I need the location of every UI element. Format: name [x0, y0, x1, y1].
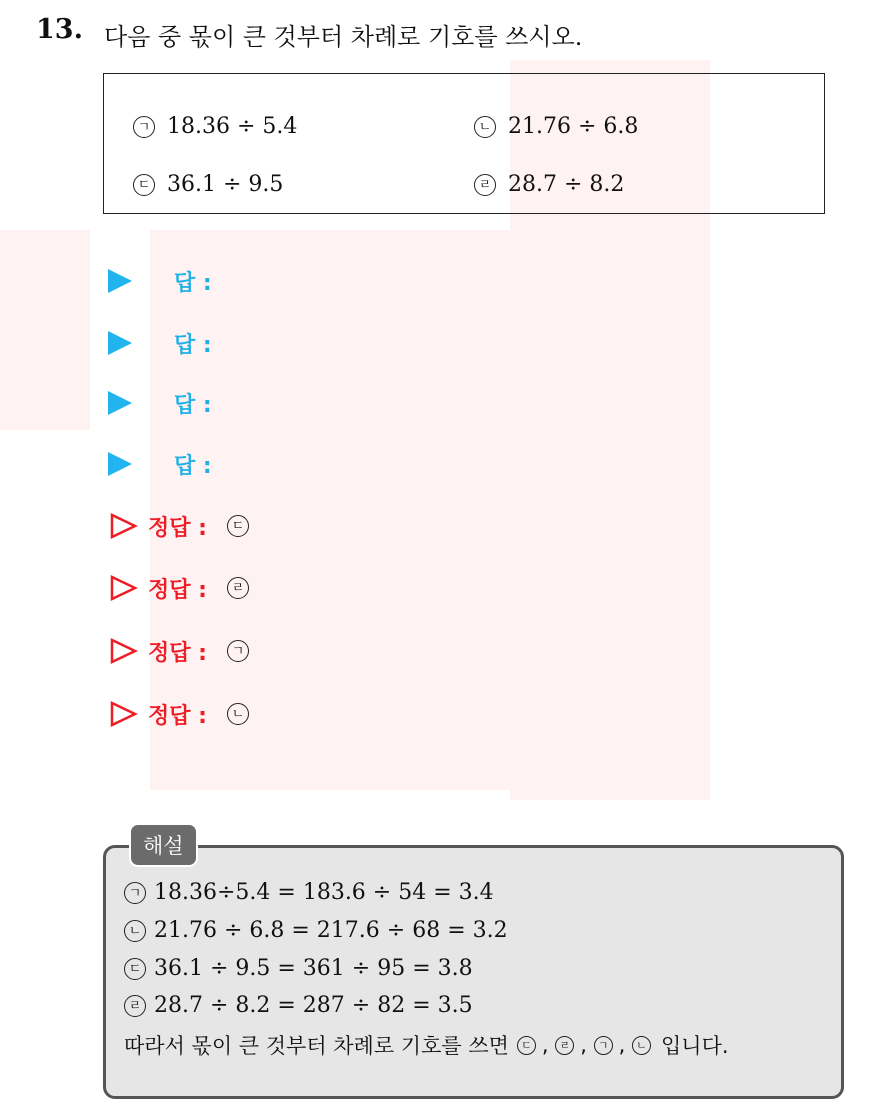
- conclusion-text: 따라서 몫이 큰 것부터 차례로 기호를 쓰면: [124, 1034, 509, 1058]
- play-arrow-icon: [108, 331, 132, 355]
- answer-row-4[interactable]: [108, 447, 212, 481]
- choice-4: [474, 172, 624, 197]
- explanation-line-4: [124, 993, 473, 1018]
- circled-nieun-icon: ㄴ: [227, 703, 249, 725]
- explanation-conclusion: 따라서 몫이 큰 것부터 차례로 기호를 쓰면 ㄷ , ㄹ , ㄱ , ㄴ 입니다.: [124, 1030, 729, 1060]
- circled-giyeok-icon: ㄱ: [133, 116, 155, 138]
- explanation-line-1: [124, 880, 494, 905]
- play-arrow-icon: [108, 391, 132, 415]
- answer-label: 답 :: [174, 332, 212, 358]
- explanation-text: 21.76 ÷ 6.8 = 217.6 ÷ 68 = 3.2: [154, 918, 508, 943]
- outline-arrow-icon: [110, 700, 138, 728]
- explanation-tab: 해설: [129, 823, 198, 867]
- choice-1: [133, 114, 297, 139]
- answer-label: 답 :: [174, 392, 212, 418]
- outline-arrow-icon: [110, 637, 138, 665]
- question-number: 13.: [36, 14, 83, 45]
- circled-giyeok-icon: ㄱ: [227, 640, 249, 662]
- outline-arrow-icon: [110, 574, 138, 602]
- circled-giyeok-icon: ㄱ: [594, 1036, 613, 1055]
- circled-rieul-icon: ㄹ: [124, 995, 146, 1017]
- circled-digeut-icon: ㄷ: [124, 958, 146, 980]
- correct-answer-row-2: [110, 571, 261, 605]
- correct-answer-row-1: [110, 509, 261, 543]
- explanation-text: 18.36÷5.4 = 183.6 ÷ 54 = 3.4: [154, 880, 494, 905]
- play-arrow-icon: [108, 269, 132, 293]
- correct-answer-row-3: [110, 634, 261, 668]
- explanation-text: 28.7 ÷ 8.2 = 287 ÷ 82 = 3.5: [154, 993, 473, 1018]
- answer-row-2[interactable]: [108, 326, 212, 360]
- question-text: 다음 중 몫이 큰 것부터 차례로 기호를 쓰시오.: [104, 23, 583, 51]
- conclusion-suffix: 입니다.: [661, 1034, 729, 1058]
- choice-expression: 28.7 ÷ 8.2: [508, 172, 625, 197]
- correct-label: 정답 :: [148, 515, 207, 541]
- explanation-line-3: [124, 956, 473, 981]
- play-arrow-icon: [108, 452, 132, 476]
- answer-label: 답 :: [174, 270, 212, 296]
- outline-arrow-icon: [110, 512, 138, 540]
- correct-label: 정답 :: [148, 703, 207, 729]
- answer-row-1[interactable]: [108, 264, 212, 298]
- choice-3: [133, 172, 283, 197]
- circled-digeut-icon: ㄷ: [133, 174, 155, 196]
- circled-giyeok-icon: ㄱ: [124, 882, 146, 904]
- correct-answer-row-4: [110, 697, 261, 731]
- circled-digeut-icon: ㄷ: [227, 515, 249, 537]
- circled-rieul-icon: ㄹ: [555, 1036, 574, 1055]
- choice-expression: 18.36 ÷ 5.4: [167, 114, 298, 139]
- explanation-text: 36.1 ÷ 9.5 = 361 ÷ 95 = 3.8: [154, 956, 473, 981]
- circled-digeut-icon: ㄷ: [517, 1036, 536, 1055]
- choice-expression: 21.76 ÷ 6.8: [508, 114, 639, 139]
- circled-nieun-icon: ㄴ: [124, 920, 146, 942]
- correct-label: 정답 :: [148, 577, 207, 603]
- correct-label: 정답 :: [148, 640, 207, 666]
- answer-row-3[interactable]: [108, 386, 212, 420]
- answer-label: 답 :: [174, 453, 212, 479]
- circled-nieun-icon: ㄴ: [474, 116, 496, 138]
- circled-rieul-icon: ㄹ: [474, 174, 496, 196]
- circled-rieul-icon: ㄹ: [227, 577, 249, 599]
- choice-2: [474, 114, 638, 139]
- circled-nieun-icon: ㄴ: [632, 1036, 651, 1055]
- explanation-line-2: [124, 918, 508, 943]
- choice-expression: 36.1 ÷ 9.5: [167, 172, 284, 197]
